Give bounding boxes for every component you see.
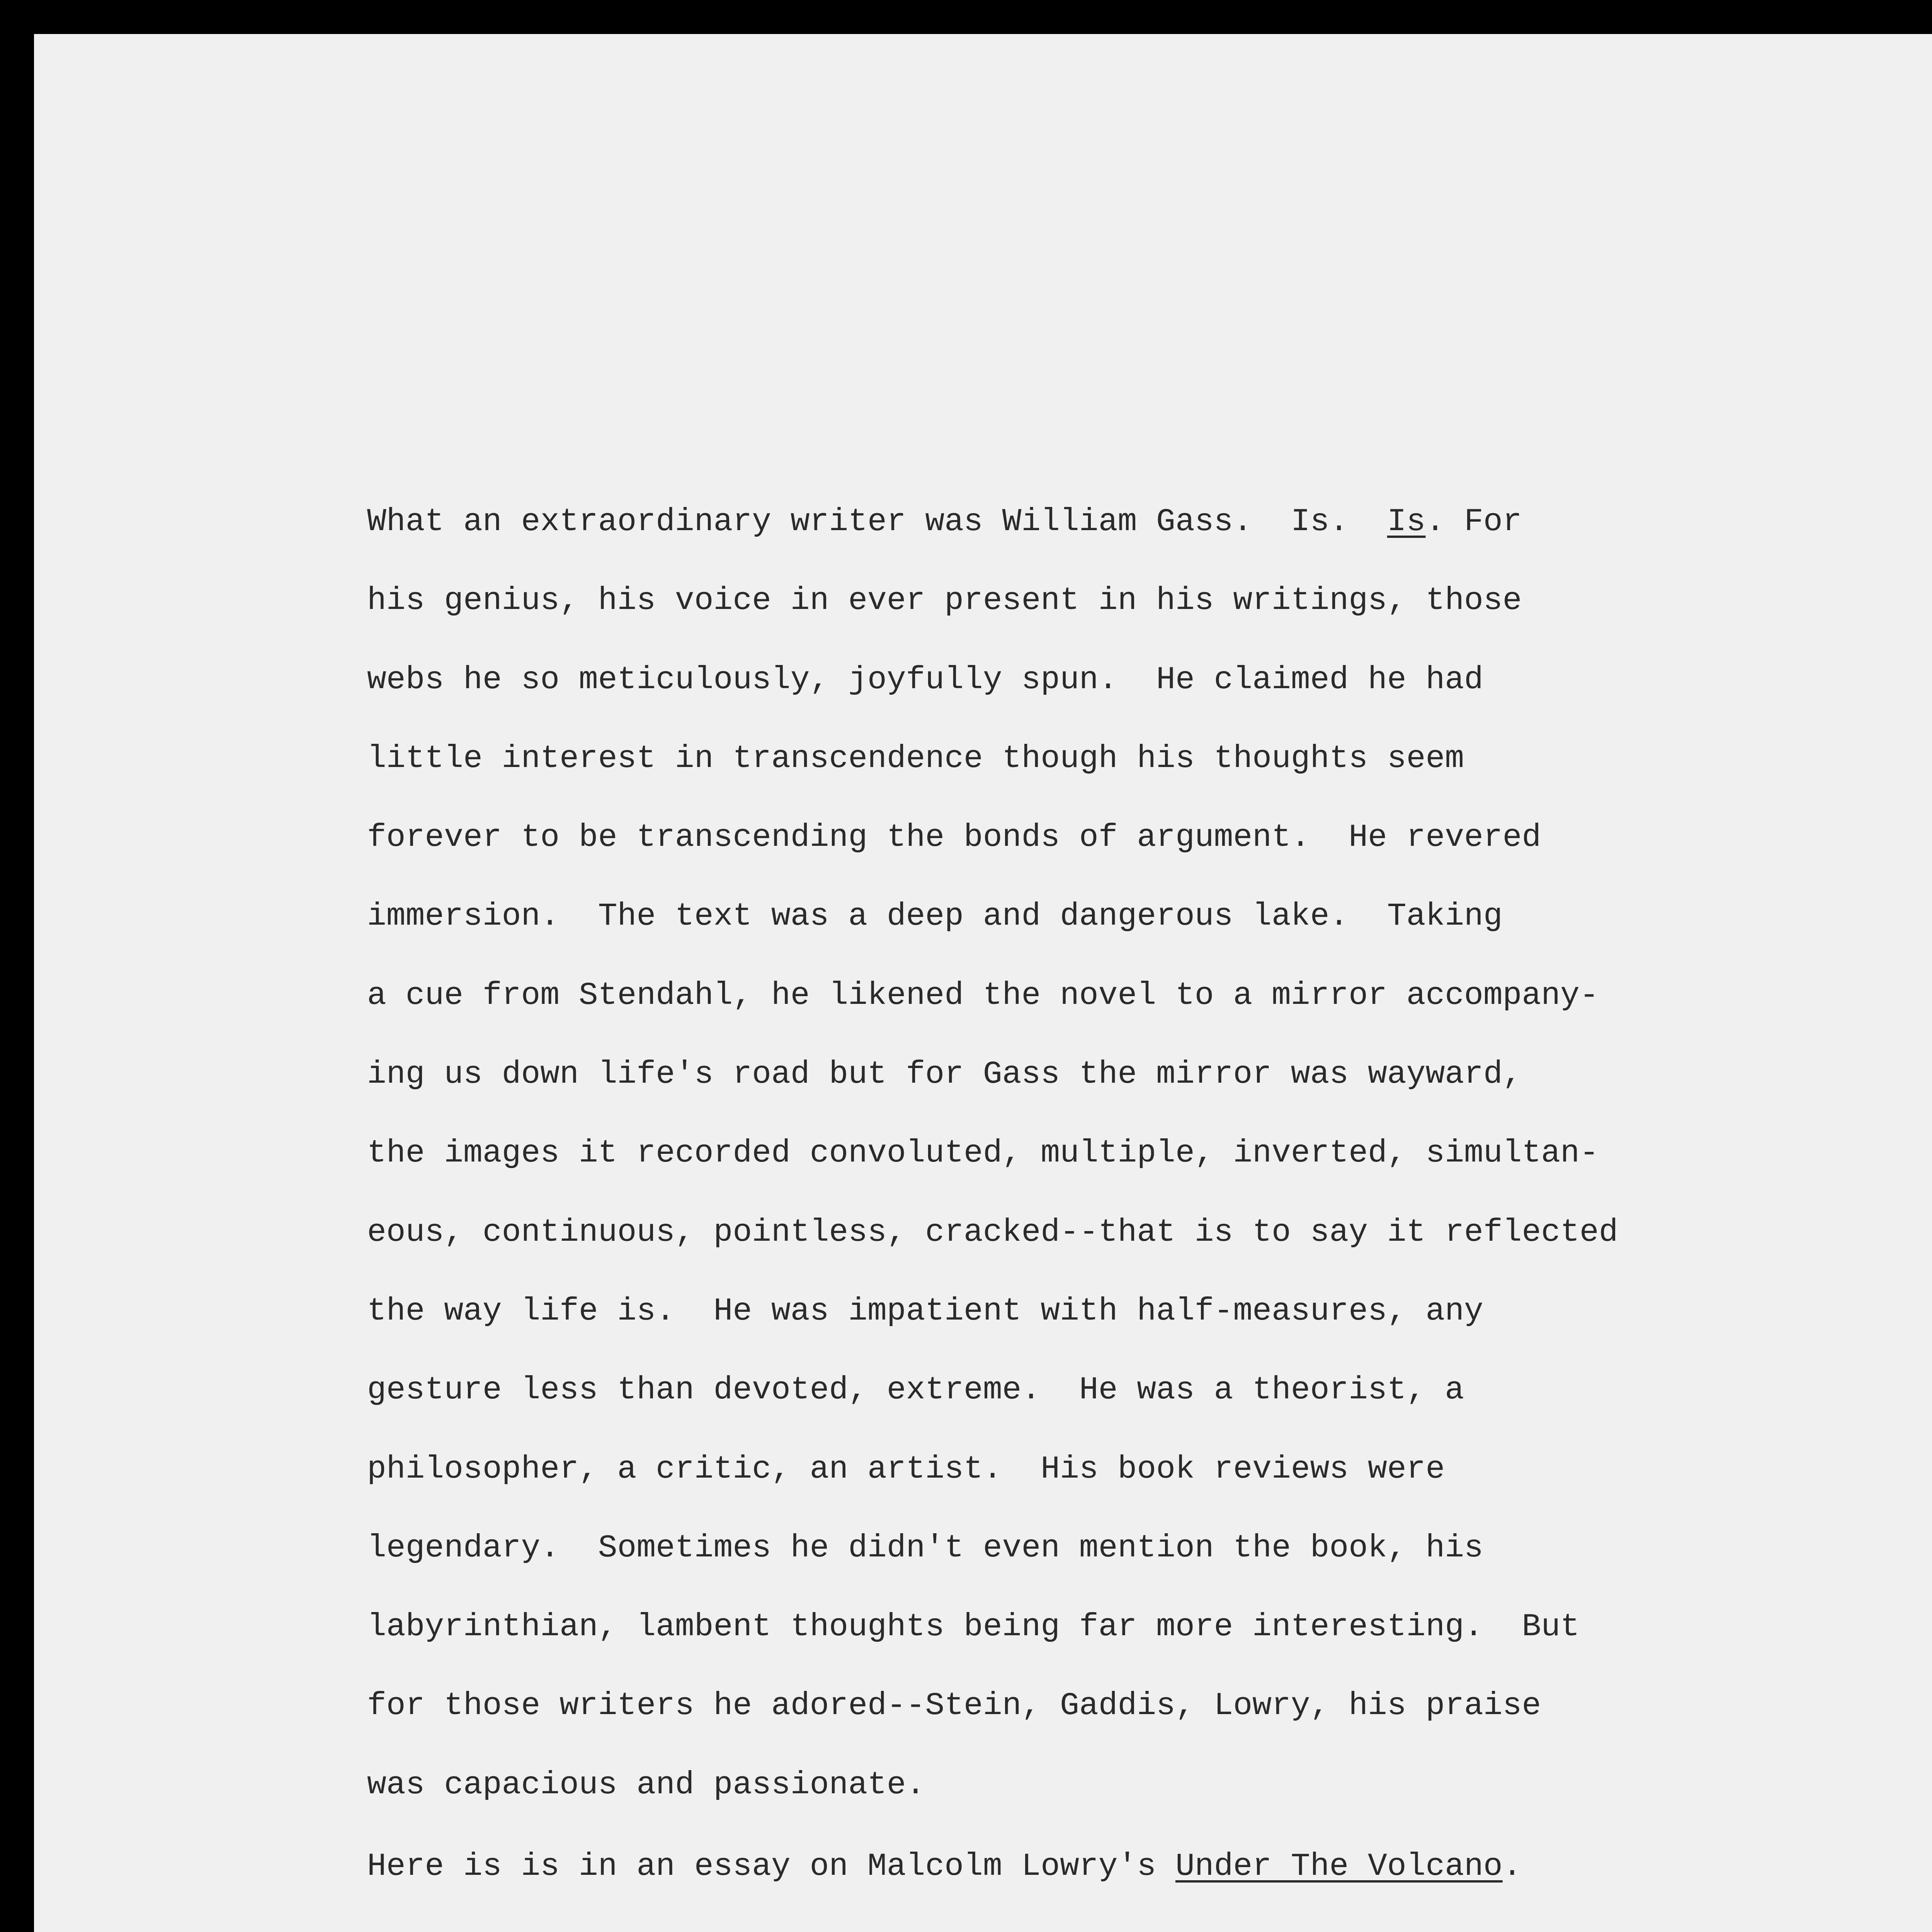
text-line: labyrinthian, lambent thoughts being far more interesting. But [367,1609,1580,1645]
text-line: webs he so meticulously, joyfully spun. He claimed he had [367,661,1483,698]
text-line: legendary. Sometimes he didn't even mention the book, his [367,1529,1483,1566]
text-line-tail: . For [1425,503,1522,540]
text-line: the way life is. He was impatient with half-measures, any [367,1293,1483,1329]
text-line: for those writers he adored--Stein, Gaddis, Lowry, his praise [367,1687,1541,1724]
book-title: Under The Volcano [1175,1848,1503,1884]
text-line: gesture less than devoted, extreme. He was a theorist, a [367,1372,1464,1408]
text-line: What an extraordinary writer was William Gass. Is. [367,503,1387,540]
underlined-word: Is [1387,503,1426,540]
document-page [34,34,1932,1932]
text-line: little interest in transcendence though his thoughts seem [367,740,1464,777]
text-line: immersion. The text was a deep and dangerous lake. Taking [367,898,1503,935]
text-line: his genius, his voice in ever present in his writings, those [367,582,1522,619]
text-line: philosopher, a critic, an artist. His book reviews were [367,1451,1445,1487]
intro-text: Here is is in an essay on Malcolm Lowry's [367,1848,1175,1884]
text-line: was capacious and passionate. [367,1766,925,1803]
text-line: eous, continuous, pointless, cracked--that is to say it reflected [367,1214,1618,1250]
intro-period: . [1502,1848,1522,1884]
paragraph-gass-tribute [367,482,1618,1824]
text-line: ing us down life's road but for Gass the mirror was wayward, [367,1056,1522,1093]
text-line: forever to be transcending the bonds of argument. He revered [367,819,1541,856]
quote-introduction [367,1827,1522,1906]
text-line: the images it recorded convoluted, multiple, inverted, simultan- [367,1135,1599,1172]
text-line: a cue from Stendahl, he likened the novel to a mirror accompany- [367,977,1599,1014]
